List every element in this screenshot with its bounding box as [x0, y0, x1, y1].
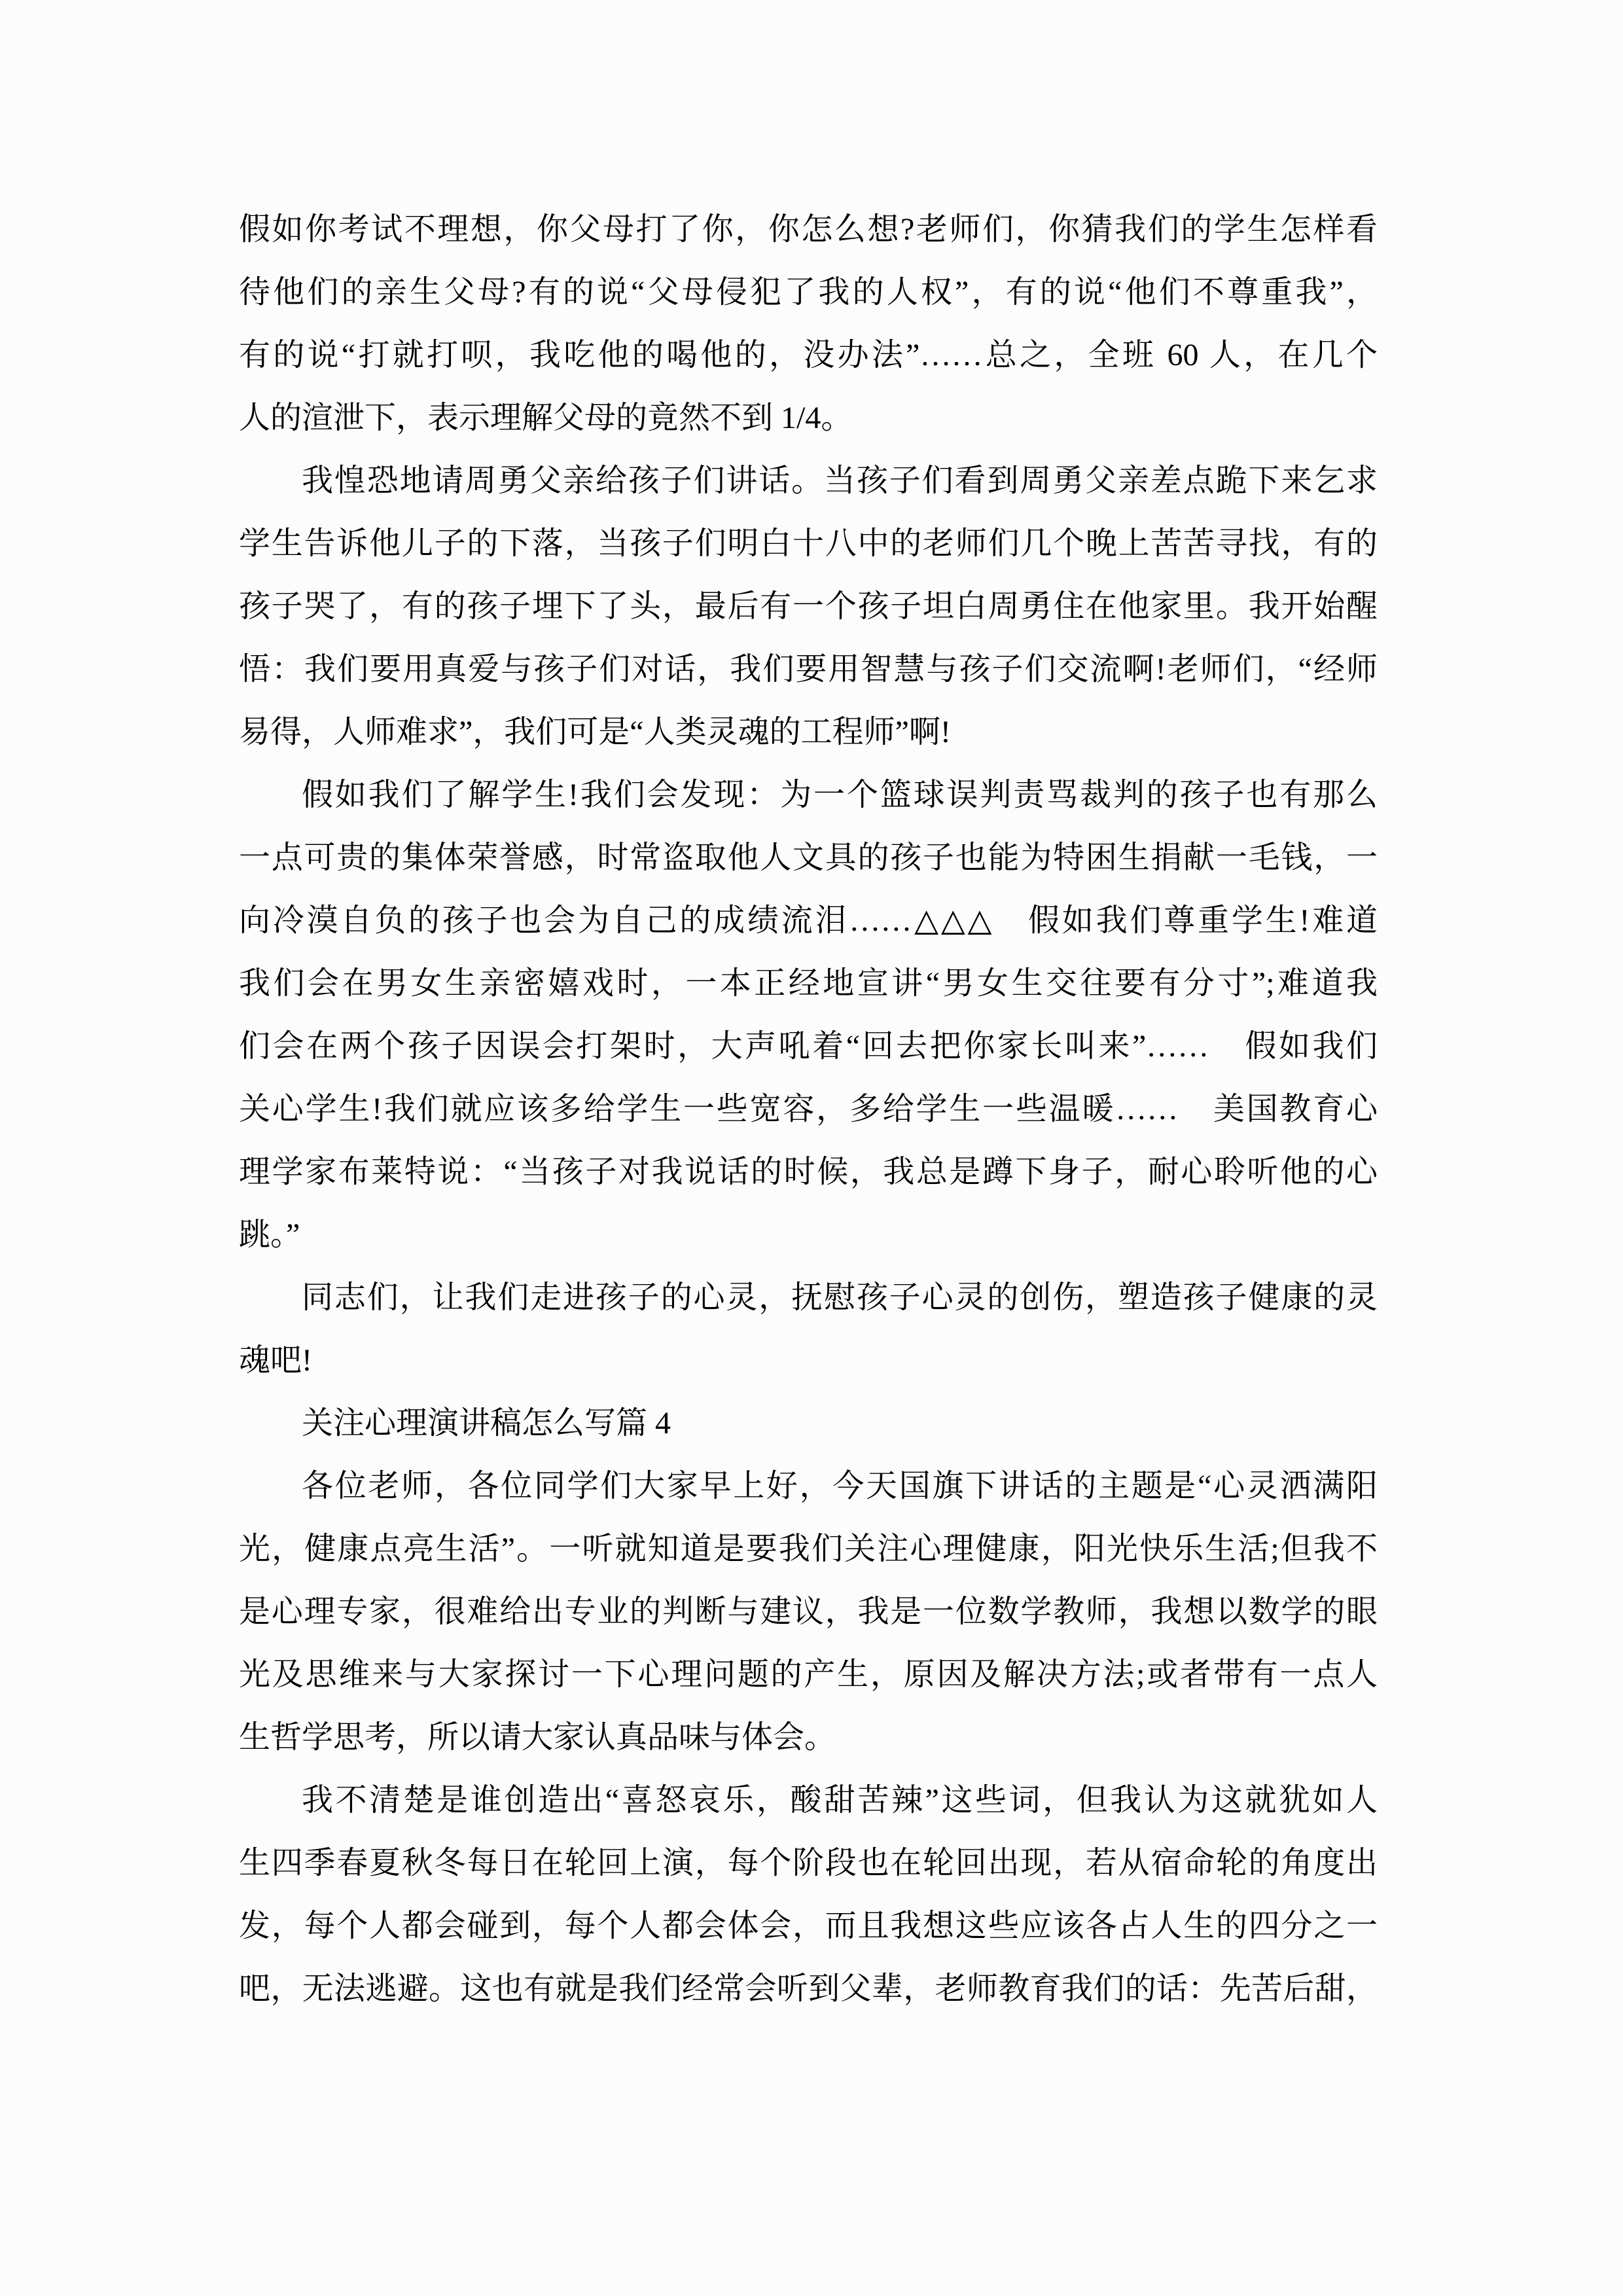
text-line: 理学家布莱特说：“当孩子对我说话的时候，我总是蹲下身子，耐心聆听他的心: [239, 1155, 1378, 1189]
section-heading: [239, 1392, 1378, 1455]
paragraph: [239, 450, 1378, 764]
text-line: 同志们，让我们走进孩子的心灵，抚慰孩子心灵的创伤，塑造孩子健康的灵: [302, 1280, 1378, 1315]
text-line: 跳。”: [239, 1217, 300, 1252]
text-line: 易得，人师难求”，我们可是“人类灵魂的工程师”啊!: [239, 715, 951, 749]
paragraph: [239, 764, 1378, 1266]
text-line: 我们会在男女生亲密嬉戏时，一本正经地宣讲“男女生交往要有分寸”;难道我: [239, 966, 1378, 1001]
text-line: 生四季春夏秋冬每日在轮回上演，每个阶段也在轮回出现，若从宿命轮的角度出: [239, 1846, 1378, 1880]
text-line: 关心学生!我们就应该多给学生一些宽容，多给学生一些温暖…… 美国教育心: [239, 1092, 1378, 1126]
text-line: 是心理专家，很难给出专业的判断与建议，我是一位数学教师，我想以数学的眼: [239, 1594, 1378, 1629]
text-line: 吧，无法逃避。这也有就是我们经常会听到父辈，老师教育我们的话：先苦后甜，: [239, 1971, 1378, 2006]
text-line: 生哲学思考，所以请大家认真品味与体会。: [239, 1720, 836, 1755]
paragraph: [239, 1769, 1378, 2020]
paragraph: [239, 1455, 1378, 1769]
text-line: 我不清楚是谁创造出“喜怒哀乐，酸甜苦辣”这些词，但我认为这就犹如人: [302, 1783, 1378, 1818]
text-line: 光，健康点亮生活”。一听就知道是要我们关注心理健康，阳光快乐生活;但我不: [239, 1532, 1378, 1566]
text-line: 发，每个人都会碰到，每个人都会体会，而且我想这些应该各占人生的四分之一: [239, 1909, 1378, 1943]
text-line: 光及思维来与大家探讨一下心理问题的产生，原因及解决方法;或者带有一点人: [239, 1657, 1378, 1692]
text-line: 孩子哭了，有的孩子埋下了头，最后有一个孩子坦白周勇住在他家里。我开始醒: [239, 589, 1378, 624]
paragraph: [239, 1266, 1378, 1392]
paragraph: [239, 198, 1378, 450]
text-line: 们会在两个孩子因误会打架时，大声吼着“回去把你家长叫来”…… 假如我们: [239, 1029, 1378, 1064]
text-line: 一点可贵的集体荣誉感，时常盗取他人文具的孩子也能为特困生捐献一毛钱，一: [239, 840, 1378, 875]
text-line: 向冷漠自负的孩子也会为自己的成绩流泪……△△△ 假如我们尊重学生!难道: [239, 903, 1378, 938]
text-line: 学生告诉他儿子的下落，当孩子们明白十八中的老师们几个晚上苦苦寻找，有的: [239, 526, 1378, 561]
section-heading-text: 关注心理演讲稿怎么写篇 4: [302, 1406, 671, 1441]
text-line: 悟：我们要用真爱与孩子们对话，我们要用智慧与孩子们交流啊!老师们，“经师: [239, 652, 1378, 687]
text-line: 我惶恐地请周勇父亲给孩子们讲话。当孩子们看到周勇父亲差点跪下来乞求: [302, 463, 1378, 498]
text-line: 假如我们了解学生!我们会发现：为一个篮球误判责骂裁判的孩子也有那么: [302, 778, 1378, 812]
text-line: 各位老师，各位同学们大家早上好，今天国旗下讲话的主题是“心灵洒满阳: [302, 1469, 1378, 1503]
text-line: 待他们的亲生父母?有的说“父母侵犯了我的人权”，有的说“他们不尊重我”，: [239, 275, 1378, 310]
document-page: [239, 198, 1378, 2020]
text-line: 魂吧!: [239, 1343, 312, 1378]
text-line: 人的渲泄下，表示理解父母的竟然不到 1/4。: [239, 401, 853, 435]
text-line: 有的说“打就打呗，我吃他的喝他的，没办法”……总之，全班 60 人，在几个: [239, 338, 1378, 372]
text-line: 假如你考试不理想，你父母打了你，你怎么想?老师们，你猜我们的学生怎样看: [239, 212, 1378, 247]
